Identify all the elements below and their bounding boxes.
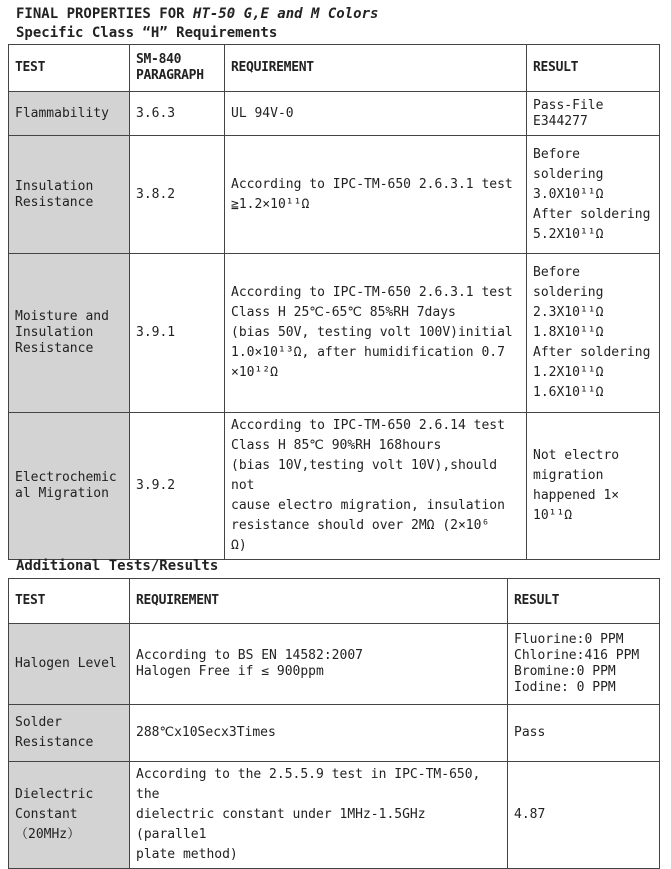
requirement-cell: According to BS EN 14582:2007 Halogen Free if ≤ 900ppm — [130, 624, 508, 705]
page-title: FINAL PROPERTIES FOR HT-50 G,E and M Colors — [16, 6, 379, 22]
table-row — [9, 705, 660, 762]
test-cell: Dielectric Constant （20MHz） — [9, 762, 130, 869]
table-header-row — [9, 45, 660, 92]
product-name: HT-50 G,E and M Colors — [193, 6, 379, 22]
page-subtitle: Specific Class “H” Requirements — [16, 25, 278, 41]
header-test: TEST — [9, 579, 130, 624]
header-sm840: SM-840 PARAGRAPH — [130, 45, 225, 92]
table-row — [9, 136, 660, 254]
test-cell: Moisture and Insulation Resistance — [9, 254, 130, 413]
test-cell: Solder Resistance — [9, 705, 130, 762]
table-row — [9, 254, 660, 413]
table-row — [9, 92, 660, 136]
header-result: RESULT — [508, 579, 660, 624]
test-cell: Insulation Resistance — [9, 136, 130, 254]
requirement-cell: UL 94V-0 — [225, 92, 527, 136]
test-cell: Halogen Level — [9, 624, 130, 705]
test-cell: Flammability — [9, 92, 130, 136]
requirements-table — [8, 44, 660, 560]
paragraph-cell: 3.9.2 — [130, 413, 225, 560]
result-cell: Before soldering 3.0X10¹¹Ω After soldering 5.2X10¹¹Ω — [527, 136, 660, 254]
header-requirement: REQUIREMENT — [225, 45, 527, 92]
paragraph-cell: 3.8.2 — [130, 136, 225, 254]
requirement-cell: According to the 2.5.5.9 test in IPC-TM-650, the dielectric constant under 1MHz-1.5GHz (paralle1 plate method) — [130, 762, 508, 869]
result-cell: Fluorine:0 PPM Chlorine:416 PPM Bromine:0 PPM Iodine: 0 PPM — [508, 624, 660, 705]
section-title-additional: Additional Tests/Results — [16, 558, 219, 574]
test-cell: Electrochemic al Migration — [9, 413, 130, 560]
result-cell: Before soldering 2.3X10¹¹Ω 1.8X10¹¹Ω After soldering 1.2X10¹¹Ω 1.6X10¹¹Ω — [527, 254, 660, 413]
result-cell: Pass-File E344277 — [527, 92, 660, 136]
table-row — [9, 413, 660, 560]
header-test: TEST — [9, 45, 130, 92]
requirement-cell: According to IPC-TM-650 2.6.14 test Class H 85℃ 90%RH 168hours (bias 10V,testing volt 10V),should not cause electro migration, insulation resistance should over 2MΩ (2×10⁶ Ω) — [225, 413, 527, 560]
result-cell: 4.87 — [508, 762, 660, 869]
paragraph-cell: 3.9.1 — [130, 254, 225, 413]
requirement-cell: According to IPC-TM-650 2.6.3.1 test ≧1.2×10¹¹Ω — [225, 136, 527, 254]
additional-tests-table — [8, 578, 660, 869]
result-cell: Not electro migration happened 1× 10¹¹Ω — [527, 413, 660, 560]
table-row — [9, 762, 660, 869]
header-result: RESULT — [527, 45, 660, 92]
result-cell: Pass — [508, 705, 660, 762]
requirement-cell: According to IPC-TM-650 2.6.3.1 test Class H 25℃-65℃ 85%RH 7days (bias 50V, testing volt 100V)initial 1.0×10¹³Ω, after humidification 0.7 ×10¹²Ω — [225, 254, 527, 413]
table-header-row — [9, 579, 660, 624]
requirement-cell: 288℃x10Secx3Times — [130, 705, 508, 762]
table-row — [9, 624, 660, 705]
header-requirement: REQUIREMENT — [130, 579, 508, 624]
paragraph-cell: 3.6.3 — [130, 92, 225, 136]
